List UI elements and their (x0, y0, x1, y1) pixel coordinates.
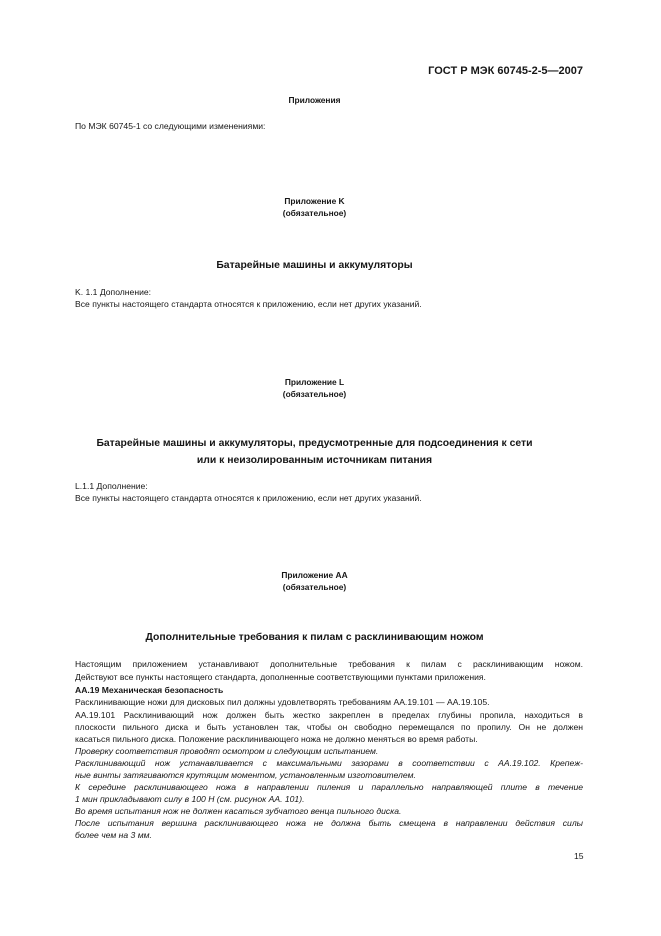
aa-section-title: АА.19 Механическая безопасность (75, 685, 224, 695)
appendix-aa-title: Приложение АА (281, 570, 348, 580)
appendix-k-heading: Батарейные машины и аккумуляторы (216, 260, 413, 271)
appendix-l-heading-line1: Батарейные машины и аккумуляторы, предусмотренные для подсоединения к сети (96, 438, 533, 449)
aa-paragraph-6-line-1: К середине расклинивающего ножа в направлении пиления и параллельно направляющей плите в течение (75, 782, 583, 792)
appendix-l-clause: L.1.1 Дополнение: (75, 481, 148, 491)
aa-paragraph-5-line-1: Расклинивающий нож устанавливается с максимальными зазорами в соответствии с АА.19.102. Крепеж- (75, 758, 583, 768)
aa-paragraph-7: Во время испытания нож не должен касаться зубчатого венца пильного диска. (75, 806, 402, 816)
appendix-k-clause: K. 1.1 Дополнение: (75, 287, 152, 297)
appendix-l-text: Все пункты настоящего стандарта относятся к приложению, если нет других указаний. (75, 493, 422, 503)
aa-paragraph-8-line-1: После испытания вершина расклинивающего ножа не должна быть смещена в направлении действия силы (75, 818, 583, 828)
standard-code: ГОСТ Р МЭК 60745-2-5—2007 (428, 65, 583, 77)
aa-paragraph-4: Проверку соответствия проводят осмотром и следующим испытанием. (75, 746, 379, 756)
appendix-l-title: Приложение L (284, 377, 345, 387)
aa-paragraph-1-line-1: Настоящим приложением устанавливают дополнительные требования к пилам с расклинивающим ножом. (75, 659, 583, 669)
appendix-k-title: Приложение K (284, 196, 345, 206)
aa-paragraph-3-line-1: АА.19.101 Расклинивающий нож должен быть жестко закреплен в пределах глубины пропила, находиться в (75, 710, 583, 720)
appendix-aa-heading: Дополнительные требования к пилам с расклинивающим ножом (145, 632, 484, 643)
aa-paragraph-8-line-2: более чем на 3 мм. (75, 830, 152, 840)
aa-paragraph-1-line-2: Действуют все пункты настоящего стандарта, дополненные соответствующими пунктами приложения. (75, 672, 486, 682)
appendix-l-heading-line2: или к неизолированным источникам питания (196, 455, 433, 466)
appendix-l-status: (обязательное) (282, 389, 347, 399)
aa-paragraph-6-line-2: 1 мин прикладывают силу в 100 Н (см. рисунок АА. 101). (75, 794, 305, 804)
aa-paragraph-2: Расклинивающие ножи для дисковых пил должны удовлетворять требованиям АА.19.101 — АА.19.105. (75, 697, 490, 707)
aa-paragraph-3-line-2: плоскости пильного диска и быть установлен так, чтобы он свободно перемещался по пропилу. Он не должен (75, 722, 583, 732)
appendix-k-text: Все пункты настоящего стандарта относятся к приложению, если нет других указаний. (75, 299, 422, 309)
appendix-k-status: (обязательное) (282, 208, 347, 218)
appendix-aa-status: (обязательное) (282, 582, 347, 592)
aa-paragraph-5-line-2: ные винты затягиваются крутящим моментом, установленным изготовителем. (75, 770, 416, 780)
page-number: 15 (574, 851, 584, 861)
aa-paragraph-3-line-3: касаться пильного диска. Положение расклинивающего ножа не должно меняться во время работы. (75, 734, 478, 744)
appendices-intro: По МЭК 60745-1 со следующими изменениями: (75, 121, 266, 131)
appendices-title: Приложения (288, 95, 341, 105)
